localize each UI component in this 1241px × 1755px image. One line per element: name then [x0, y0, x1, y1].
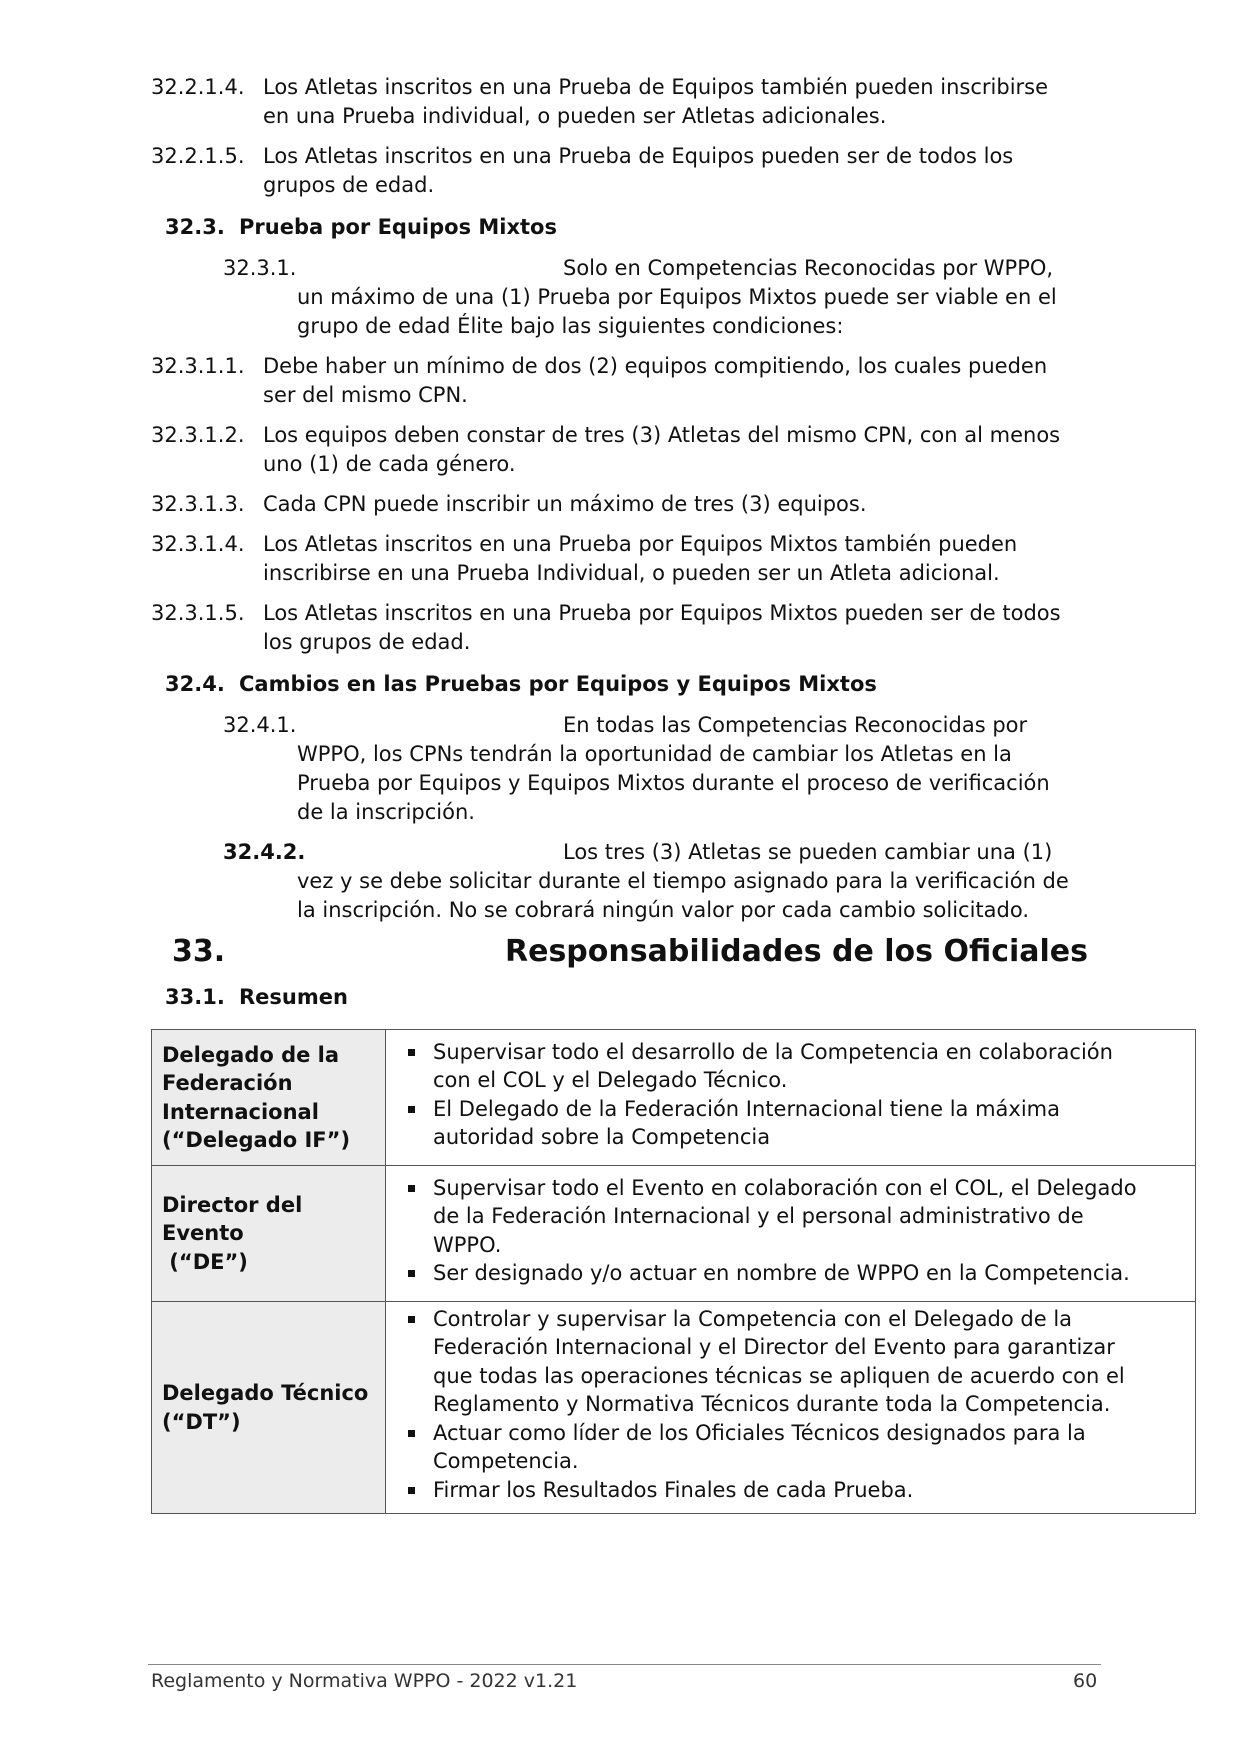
subsection-number: 32.4.	[165, 672, 225, 696]
role-line: Internacional	[162, 1099, 319, 1124]
item-text: WPPO, los CPNs tendrán la oportunidad de cambiar los Atletas en la	[297, 742, 1012, 766]
item-number: 32.2.1.4.	[151, 75, 245, 99]
role-line: (“DT”)	[162, 1409, 241, 1434]
role-line: Director del Evento	[162, 1192, 303, 1246]
role-line: (“Delegado IF”)	[162, 1128, 351, 1152]
item-number: 32.3.1.	[223, 256, 297, 280]
bullet-item	[396, 1476, 1181, 1505]
item-text: Solo en Competencias Reconocidas por WPPO,	[563, 256, 1054, 280]
item-text: Los Atletas inscritos en una Prueba por Equipos Mixtos pueden ser de todos	[263, 601, 1061, 625]
subsection-title: Cambios en las Pruebas por Equipos y Equipos Mixtos	[239, 672, 877, 696]
subsection-number: 32.3.	[165, 215, 225, 239]
responsibilities-cell	[386, 1030, 1196, 1166]
item-text: inscribirse en una Prueba Individual, o pueden ser un Atleta adicional.	[263, 561, 1000, 585]
item-text: vez y se debe solicitar durante el tiempo asignado para la verificación de	[297, 869, 1069, 893]
subsection-title: Prueba por Equipos Mixtos	[239, 215, 557, 239]
item-text: Los Atletas inscritos en una Prueba por Equipos Mixtos también pueden	[263, 532, 1018, 556]
item-text: Los Atletas inscritos en una Prueba de Equipos también pueden inscribirse	[263, 75, 1049, 99]
bullet-item	[396, 1038, 1181, 1095]
bullet-line: Federación Internacional y el Director del Evento para garantizar	[433, 1335, 1115, 1360]
item-text: los grupos de edad.	[263, 630, 471, 654]
responsibilities-table	[151, 1029, 1196, 1514]
item-text: la inscripción. No se cobrará ningún valor por cada cambio solicitado.	[297, 898, 1029, 922]
item-text: Debe haber un mínimo de dos (2) equipos compitiendo, los cuales pueden	[263, 354, 1048, 378]
item-text: de la inscripción.	[297, 800, 475, 824]
bullet-item	[396, 1419, 1181, 1476]
footer-divider	[148, 1664, 1101, 1665]
item-text: Los Atletas inscritos en una Prueba de Equipos pueden ser de todos los	[263, 144, 1014, 168]
item-number: 32.3.1.2.	[151, 423, 245, 447]
bullet-line: Controlar y supervisar la Competencia con el Delegado de la	[433, 1306, 1073, 1331]
item-number: 32.4.1.	[223, 713, 297, 737]
item-number: 32.2.1.5.	[151, 144, 245, 168]
footer-document-title: Reglamento y Normativa WPPO - 2022 v1.21	[151, 1670, 578, 1692]
role-line: Delegado Técnico	[162, 1381, 369, 1405]
table-row	[152, 1302, 1196, 1514]
item-text: en una Prueba individual, o pueden ser Atletas adicionales.	[263, 104, 887, 128]
table-row	[152, 1166, 1196, 1302]
bullet-line: Ser designado y/o actuar en nombre de WPPO en la Competencia.	[433, 1261, 1130, 1285]
bullet-line: Competencia.	[433, 1449, 579, 1474]
item-text: En todas las Competencias Reconocidas por	[563, 713, 1028, 737]
role-cell	[152, 1166, 386, 1302]
role-line: (“DE”)	[162, 1249, 248, 1274]
responsibilities-cell	[386, 1166, 1196, 1302]
item-number: 32.3.1.3.	[151, 492, 245, 516]
item-text: ser del mismo CPN.	[263, 383, 468, 407]
item-text: grupo de edad Élite bajo las siguientes condiciones:	[297, 314, 844, 338]
item-number: 32.3.1.5.	[151, 601, 245, 625]
bullet-line: Firmar los Resultados Finales de cada Prueba.	[433, 1477, 914, 1502]
role-cell	[152, 1302, 386, 1514]
bullet-item	[396, 1259, 1181, 1288]
item-text: un máximo de una (1) Prueba por Equipos Mixtos puede ser viable en el	[297, 285, 1057, 309]
subsection-number: 33.1.	[165, 985, 225, 1009]
item-text: grupos de edad.	[263, 173, 435, 197]
role-line: Federación	[162, 1071, 293, 1095]
bullet-line: Supervisar todo el desarrollo de la Competencia en colaboración	[433, 1039, 1113, 1064]
bullet-line: que todas las operaciones técnicas se apliquen de acuerdo con el	[433, 1363, 1125, 1388]
item-text: Los equipos deben constar de tres (3) Atletas del mismo CPN, con al menos	[263, 423, 1061, 447]
bullet-list	[396, 1305, 1181, 1505]
bullet-list	[396, 1038, 1181, 1152]
bullet-item	[396, 1174, 1181, 1260]
bullet-line: Actuar como líder de los Oficiales Técnicos designados para la	[433, 1420, 1086, 1445]
section-title: Responsabilidades de los Oficiales	[505, 934, 1089, 969]
section-number: 33.	[172, 934, 226, 969]
role-line: Delegado de la	[162, 1042, 340, 1067]
bullet-line: Supervisar todo el Evento en colaboración con el COL, el Delegado	[433, 1175, 1137, 1200]
role-cell	[152, 1030, 386, 1166]
bullet-line: autoridad sobre la Competencia	[433, 1125, 771, 1149]
bullet-line: con el COL y el Delegado Técnico.	[433, 1068, 788, 1092]
table-row	[152, 1030, 1196, 1166]
item-text: Los tres (3) Atletas se pueden cambiar una (1)	[563, 840, 1053, 864]
item-text: Prueba por Equipos y Equipos Mixtos durante el proceso de verificación	[297, 771, 1050, 795]
item-number: 32.4.2.	[223, 840, 306, 864]
bullet-list	[396, 1174, 1181, 1288]
bullet-item	[396, 1305, 1181, 1419]
bullet-line: Reglamento y Normativa Técnicos durante toda la Competencia.	[433, 1392, 1111, 1417]
item-number: 32.3.1.4.	[151, 532, 245, 556]
bullet-line: WPPO.	[433, 1232, 502, 1257]
responsibilities-cell	[386, 1302, 1196, 1514]
item-text: uno (1) de cada género.	[263, 452, 516, 476]
item-text: Cada CPN puede inscribir un máximo de tres (3) equipos.	[263, 492, 867, 516]
subsection-title: Resumen	[239, 985, 348, 1009]
bullet-line: El Delegado de la Federación Internacional tiene la máxima	[433, 1096, 1060, 1121]
footer-page-number: 60	[1073, 1670, 1098, 1692]
bullet-line: de la Federación Internacional y el personal administrativo de	[433, 1204, 1084, 1228]
bullet-item	[396, 1095, 1181, 1152]
item-number: 32.3.1.1.	[151, 354, 245, 378]
